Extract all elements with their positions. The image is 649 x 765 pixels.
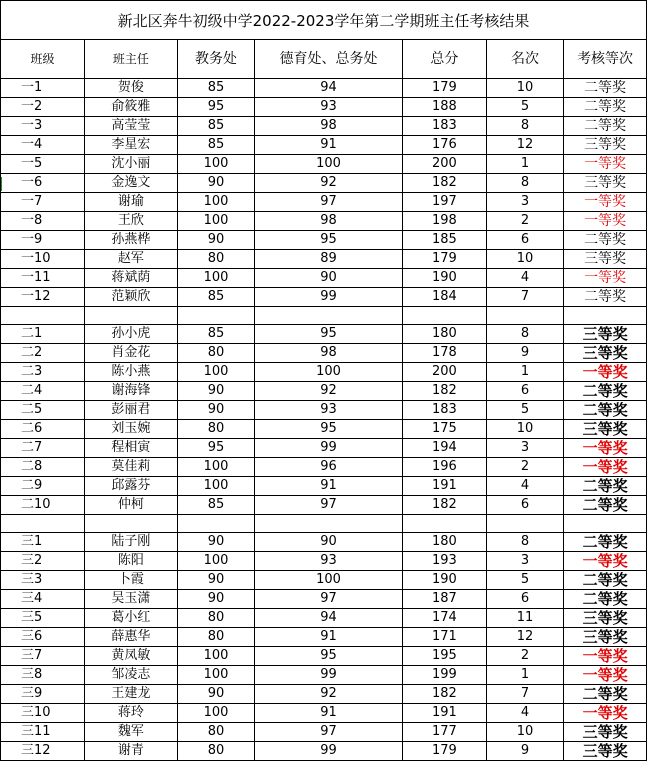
cell-teacher[interactable]: 卜霞 (84, 571, 177, 590)
cell-grade[interactable]: 一等奖 (564, 212, 647, 231)
header-row (1, 40, 647, 79)
table-row (1, 344, 647, 363)
cell-grade[interactable]: 二等奖 (564, 382, 647, 401)
table-row (1, 363, 647, 382)
cell-moral-score[interactable]: 95 (255, 325, 403, 344)
cell-class[interactable]: 二5 (1, 401, 85, 420)
cell-class[interactable]: 一4 (1, 136, 85, 155)
cell-moral-score[interactable]: 95 (255, 647, 403, 666)
empty-cell[interactable] (177, 307, 254, 325)
cell-total[interactable]: 200 (402, 155, 486, 174)
table-row (1, 231, 647, 250)
cell-grade[interactable]: 一等奖 (564, 458, 647, 477)
cell-academic-score[interactable]: 95 (177, 439, 254, 458)
cell-moral-score[interactable]: 97 (255, 590, 403, 609)
cell-rank[interactable]: 4 (486, 704, 563, 723)
cell-rank[interactable]: 6 (486, 382, 563, 401)
table-row (1, 666, 647, 685)
cell-total[interactable]: 197 (402, 193, 486, 212)
cell-moral-score[interactable]: 98 (255, 117, 403, 136)
empty-cell[interactable] (84, 515, 177, 533)
cell-teacher[interactable]: 范颖欣 (84, 288, 177, 307)
cell-total[interactable]: 179 (402, 250, 486, 269)
cell-teacher[interactable]: 谢青 (84, 742, 177, 761)
cell-teacher[interactable]: 王欣 (84, 212, 177, 231)
cell-rank[interactable]: 11 (486, 609, 563, 628)
table-row (1, 401, 647, 420)
empty-cell[interactable] (1, 307, 85, 325)
cell-teacher[interactable]: 谢海锋 (84, 382, 177, 401)
cell-rank[interactable]: 6 (486, 590, 563, 609)
table-row (1, 155, 647, 174)
cell-teacher[interactable]: 李星宏 (84, 136, 177, 155)
cell-total[interactable]: 184 (402, 288, 486, 307)
cell-rank[interactable]: 2 (486, 458, 563, 477)
cell-academic-score[interactable]: 100 (177, 458, 254, 477)
cell-moral-score[interactable]: 98 (255, 344, 403, 363)
cell-total[interactable]: 195 (402, 647, 486, 666)
empty-cell[interactable] (486, 515, 563, 533)
cell-moral-score[interactable]: 91 (255, 477, 403, 496)
table-row (1, 136, 647, 155)
cell-moral-score[interactable]: 90 (255, 533, 403, 552)
cell-rank[interactable]: 10 (486, 250, 563, 269)
cell-moral-score[interactable]: 99 (255, 742, 403, 761)
results-table (0, 39, 647, 761)
cell-teacher[interactable]: 俞筱雅 (84, 98, 177, 117)
cell-teacher[interactable]: 陆子刚 (84, 533, 177, 552)
cell-class[interactable]: 一9 (1, 231, 85, 250)
cell-rank[interactable]: 5 (486, 98, 563, 117)
cell-teacher[interactable]: 陈小燕 (84, 363, 177, 382)
table-row (1, 704, 647, 723)
cell-total[interactable]: 182 (402, 174, 486, 193)
cell-academic-score[interactable]: 80 (177, 250, 254, 269)
cell-grade[interactable]: 二等奖 (564, 98, 647, 117)
cell-moral-score[interactable]: 92 (255, 382, 403, 401)
cell-total[interactable]: 185 (402, 231, 486, 250)
cell-grade[interactable]: 二等奖 (564, 288, 647, 307)
table-row (1, 458, 647, 477)
cell-class[interactable]: 二1 (1, 325, 85, 344)
cell-moral-score[interactable]: 94 (255, 79, 403, 98)
header-class[interactable]: 班级 (1, 40, 85, 79)
cell-teacher[interactable]: 高莹莹 (84, 117, 177, 136)
cell-academic-score[interactable]: 80 (177, 742, 254, 761)
cell-class[interactable]: 三1 (1, 533, 85, 552)
cell-teacher[interactable]: 黄凤敏 (84, 647, 177, 666)
cell-grade[interactable]: 一等奖 (564, 666, 647, 685)
empty-cell[interactable] (1, 515, 85, 533)
cell-grade[interactable]: 二等奖 (564, 231, 647, 250)
table-row (1, 193, 647, 212)
cell-moral-score[interactable]: 97 (255, 193, 403, 212)
cell-moral-score[interactable]: 96 (255, 458, 403, 477)
table-row (1, 288, 647, 307)
cell-rank[interactable]: 4 (486, 477, 563, 496)
cell-teacher[interactable]: 程相寅 (84, 439, 177, 458)
cell-class[interactable]: 三3 (1, 571, 85, 590)
cell-rank[interactable]: 5 (486, 401, 563, 420)
cell-moral-score[interactable]: 92 (255, 685, 403, 704)
table-row (1, 477, 647, 496)
cell-rank[interactable]: 8 (486, 117, 563, 136)
cell-total[interactable]: 198 (402, 212, 486, 231)
table-row (1, 609, 647, 628)
cell-rank[interactable]: 3 (486, 552, 563, 571)
cell-academic-score[interactable]: 100 (177, 155, 254, 174)
cell-moral-score[interactable]: 97 (255, 496, 403, 515)
cell-moral-score[interactable]: 93 (255, 98, 403, 117)
cell-total[interactable]: 176 (402, 136, 486, 155)
cell-grade[interactable]: 三等奖 (564, 344, 647, 363)
cell-teacher[interactable]: 邱露芬 (84, 477, 177, 496)
empty-cell[interactable] (564, 515, 647, 533)
cell-teacher[interactable]: 沈小丽 (84, 155, 177, 174)
cell-academic-score[interactable]: 90 (177, 382, 254, 401)
header-teacher[interactable]: 班主任 (84, 40, 177, 79)
cell-academic-score[interactable]: 80 (177, 628, 254, 647)
cell-teacher[interactable]: 孙燕桦 (84, 231, 177, 250)
table-row (1, 685, 647, 704)
empty-cell[interactable] (564, 307, 647, 325)
cell-moral-score[interactable]: 99 (255, 288, 403, 307)
cell-class[interactable]: 三10 (1, 704, 85, 723)
empty-cell[interactable] (84, 307, 177, 325)
cell-academic-score[interactable]: 90 (177, 533, 254, 552)
cell-moral-score[interactable]: 100 (255, 155, 403, 174)
empty-cell[interactable] (486, 307, 563, 325)
cell-class[interactable]: 三4 (1, 590, 85, 609)
cell-total[interactable]: 180 (402, 325, 486, 344)
cell-grade[interactable]: 一等奖 (564, 552, 647, 571)
cell-total[interactable]: 171 (402, 628, 486, 647)
cell-teacher[interactable]: 葛小红 (84, 609, 177, 628)
cell-moral-score[interactable]: 98 (255, 212, 403, 231)
cell-total[interactable]: 190 (402, 269, 486, 288)
cell-grade[interactable]: 一等奖 (564, 363, 647, 382)
cell-moral-score[interactable]: 90 (255, 269, 403, 288)
cell-academic-score[interactable]: 100 (177, 477, 254, 496)
cell-academic-score[interactable]: 80 (177, 609, 254, 628)
cell-academic-score[interactable]: 100 (177, 193, 254, 212)
spacer-row (1, 307, 647, 325)
table-row (1, 174, 647, 193)
cell-academic-score[interactable]: 100 (177, 269, 254, 288)
header-rank[interactable]: 名次 (486, 40, 563, 79)
cell-moral-score[interactable]: 91 (255, 704, 403, 723)
cell-grade[interactable]: 二等奖 (564, 533, 647, 552)
cell-total[interactable]: 194 (402, 439, 486, 458)
cell-class[interactable]: 三11 (1, 723, 85, 742)
cell-total[interactable]: 196 (402, 458, 486, 477)
cell-total[interactable]: 174 (402, 609, 486, 628)
cell-academic-score[interactable]: 90 (177, 231, 254, 250)
cell-total[interactable]: 191 (402, 704, 486, 723)
cell-rank[interactable]: 3 (486, 193, 563, 212)
cell-teacher[interactable]: 刘玉婉 (84, 420, 177, 439)
table-row (1, 420, 647, 439)
cell-class[interactable]: 一12 (1, 288, 85, 307)
cell-class[interactable]: 二10 (1, 496, 85, 515)
cell-grade[interactable]: 二等奖 (564, 685, 647, 704)
table-row (1, 117, 647, 136)
cell-grade[interactable]: 一等奖 (564, 647, 647, 666)
cell-grade[interactable]: 二等奖 (564, 401, 647, 420)
cell-academic-score[interactable]: 85 (177, 325, 254, 344)
cell-grade[interactable]: 三等奖 (564, 174, 647, 193)
cell-teacher[interactable]: 邹凌志 (84, 666, 177, 685)
cell-class[interactable]: 三5 (1, 609, 85, 628)
cell-rank[interactable]: 8 (486, 533, 563, 552)
cell-academic-score[interactable]: 95 (177, 98, 254, 117)
cell-rank[interactable]: 7 (486, 288, 563, 307)
cell-teacher[interactable]: 吴玉潇 (84, 590, 177, 609)
table-row (1, 496, 647, 515)
cell-teacher[interactable]: 薛惠华 (84, 628, 177, 647)
table-row (1, 212, 647, 231)
cell-teacher[interactable]: 金逸文 (84, 174, 177, 193)
cell-moral-score[interactable]: 94 (255, 609, 403, 628)
cell-rank[interactable]: 1 (486, 155, 563, 174)
cell-total[interactable]: 182 (402, 382, 486, 401)
cell-rank[interactable]: 12 (486, 628, 563, 647)
cell-moral-score[interactable]: 100 (255, 571, 403, 590)
cell-teacher[interactable]: 贺俊 (84, 79, 177, 98)
cell-class[interactable]: 一5 (1, 155, 85, 174)
cell-academic-score[interactable]: 100 (177, 704, 254, 723)
cell-total[interactable]: 191 (402, 477, 486, 496)
cell-class[interactable]: 一7 (1, 193, 85, 212)
table-row (1, 723, 647, 742)
cell-moral-score[interactable]: 95 (255, 231, 403, 250)
cell-class[interactable]: 三8 (1, 666, 85, 685)
cell-academic-score[interactable]: 90 (177, 174, 254, 193)
cell-rank[interactable]: 4 (486, 269, 563, 288)
cell-class[interactable]: 三7 (1, 647, 85, 666)
cell-teacher[interactable]: 陈阳 (84, 552, 177, 571)
table-row (1, 98, 647, 117)
cell-grade[interactable]: 二等奖 (564, 79, 647, 98)
cell-class[interactable]: 三12 (1, 742, 85, 761)
cell-grade[interactable]: 二等奖 (564, 590, 647, 609)
cell-rank[interactable]: 1 (486, 666, 563, 685)
cell-total[interactable]: 177 (402, 723, 486, 742)
cell-total[interactable]: 180 (402, 533, 486, 552)
cell-class[interactable]: 二4 (1, 382, 85, 401)
cell-class[interactable]: 二6 (1, 420, 85, 439)
cell-grade[interactable]: 三等奖 (564, 742, 647, 761)
cell-academic-score[interactable]: 80 (177, 420, 254, 439)
cell-rank[interactable]: 1 (486, 363, 563, 382)
cell-rank[interactable]: 10 (486, 420, 563, 439)
cell-rank[interactable]: 7 (486, 685, 563, 704)
cell-moral-score[interactable]: 99 (255, 439, 403, 458)
cell-total[interactable]: 190 (402, 571, 486, 590)
cell-academic-score[interactable]: 85 (177, 117, 254, 136)
cell-total[interactable]: 182 (402, 496, 486, 515)
cell-rank[interactable]: 9 (486, 344, 563, 363)
cell-moral-score[interactable]: 100 (255, 363, 403, 382)
cell-grade[interactable]: 二等奖 (564, 117, 647, 136)
cell-academic-score[interactable]: 90 (177, 401, 254, 420)
cell-grade[interactable]: 二等奖 (564, 477, 647, 496)
cell-total[interactable]: 179 (402, 79, 486, 98)
table-row (1, 79, 647, 98)
cell-teacher[interactable]: 孙小虎 (84, 325, 177, 344)
cell-academic-score[interactable]: 85 (177, 288, 254, 307)
cell-rank[interactable]: 8 (486, 174, 563, 193)
cell-class[interactable]: 一6 (1, 174, 85, 193)
header-moral-office[interactable]: 德育处、总务处 (255, 40, 403, 79)
cell-rank[interactable]: 2 (486, 212, 563, 231)
sheet-title: 新北区奔牛初级中学2022-2023学年第二学期班主任考核结果 (0, 0, 647, 40)
empty-cell[interactable] (402, 515, 486, 533)
cell-grade[interactable]: 三等奖 (564, 420, 647, 439)
cell-academic-score[interactable]: 100 (177, 647, 254, 666)
table-row (1, 269, 647, 288)
cell-grade[interactable]: 三等奖 (564, 723, 647, 742)
cell-class[interactable]: 一10 (1, 250, 85, 269)
cell-academic-score[interactable]: 90 (177, 571, 254, 590)
cell-total[interactable]: 187 (402, 590, 486, 609)
empty-cell[interactable] (255, 307, 403, 325)
table-row (1, 250, 647, 269)
cell-class[interactable]: 二7 (1, 439, 85, 458)
cell-rank[interactable]: 2 (486, 647, 563, 666)
cell-total[interactable]: 182 (402, 685, 486, 704)
cell-rank[interactable]: 10 (486, 79, 563, 98)
cell-rank[interactable]: 8 (486, 325, 563, 344)
cell-teacher[interactable]: 彭丽君 (84, 401, 177, 420)
header-academic-office[interactable]: 教务处 (177, 40, 254, 79)
cell-total[interactable]: 183 (402, 117, 486, 136)
cell-rank[interactable]: 9 (486, 742, 563, 761)
cell-academic-score[interactable]: 85 (177, 136, 254, 155)
cell-rank[interactable]: 6 (486, 496, 563, 515)
cell-grade[interactable]: 一等奖 (564, 704, 647, 723)
cell-teacher[interactable]: 蒋斌荫 (84, 269, 177, 288)
cell-moral-score[interactable]: 91 (255, 628, 403, 647)
cell-teacher[interactable]: 肖金花 (84, 344, 177, 363)
cell-moral-score[interactable]: 95 (255, 420, 403, 439)
empty-cell[interactable] (255, 515, 403, 533)
empty-cell[interactable] (177, 515, 254, 533)
cell-total[interactable]: 175 (402, 420, 486, 439)
cell-moral-score[interactable]: 93 (255, 401, 403, 420)
cell-academic-score[interactable]: 80 (177, 723, 254, 742)
cell-total[interactable]: 178 (402, 344, 486, 363)
cell-academic-score[interactable]: 85 (177, 496, 254, 515)
cell-rank[interactable]: 3 (486, 439, 563, 458)
cell-class[interactable]: 一2 (1, 98, 85, 117)
table-row (1, 590, 647, 609)
cell-academic-score[interactable]: 100 (177, 666, 254, 685)
cell-teacher[interactable]: 谢瑜 (84, 193, 177, 212)
cell-moral-score[interactable]: 97 (255, 723, 403, 742)
header-total[interactable]: 总分 (402, 40, 486, 79)
cell-total[interactable]: 200 (402, 363, 486, 382)
table-row (1, 382, 647, 401)
cell-academic-score[interactable]: 90 (177, 590, 254, 609)
cell-moral-score[interactable]: 93 (255, 552, 403, 571)
table-row (1, 628, 647, 647)
cell-class[interactable]: 一8 (1, 212, 85, 231)
cell-class[interactable]: 二9 (1, 477, 85, 496)
cell-class[interactable]: 三2 (1, 552, 85, 571)
cell-class[interactable]: 二3 (1, 363, 85, 382)
cell-academic-score[interactable]: 80 (177, 344, 254, 363)
cell-teacher[interactable]: 蒋玲 (84, 704, 177, 723)
cell-grade[interactable]: 一等奖 (564, 155, 647, 174)
table-row (1, 552, 647, 571)
cell-rank[interactable]: 5 (486, 571, 563, 590)
cell-total[interactable]: 193 (402, 552, 486, 571)
cell-class[interactable]: 一1 (1, 79, 85, 98)
cell-total[interactable]: 188 (402, 98, 486, 117)
cell-class[interactable]: 二8 (1, 458, 85, 477)
cell-rank[interactable]: 12 (486, 136, 563, 155)
cell-teacher[interactable]: 王建龙 (84, 685, 177, 704)
cell-academic-score[interactable]: 100 (177, 212, 254, 231)
cell-total[interactable]: 179 (402, 742, 486, 761)
cell-teacher[interactable]: 赵军 (84, 250, 177, 269)
table-row (1, 439, 647, 458)
cell-rank[interactable]: 6 (486, 231, 563, 250)
table-row (1, 571, 647, 590)
cell-moral-score[interactable]: 89 (255, 250, 403, 269)
table-row (1, 533, 647, 552)
cell-grade[interactable]: 一等奖 (564, 439, 647, 458)
cell-academic-score[interactable]: 85 (177, 79, 254, 98)
cell-academic-score[interactable]: 100 (177, 363, 254, 382)
cell-total[interactable]: 199 (402, 666, 486, 685)
cell-grade[interactable]: 二等奖 (564, 571, 647, 590)
cell-teacher[interactable]: 莫佳莉 (84, 458, 177, 477)
spacer-row (1, 515, 647, 533)
cell-class[interactable]: 二2 (1, 344, 85, 363)
cell-academic-score[interactable]: 100 (177, 552, 254, 571)
cell-grade[interactable]: 三等奖 (564, 250, 647, 269)
cell-class[interactable]: 三6 (1, 628, 85, 647)
cell-moral-score[interactable]: 92 (255, 174, 403, 193)
cell-grade[interactable]: 一等奖 (564, 269, 647, 288)
cell-grade[interactable]: 三等奖 (564, 609, 647, 628)
cell-grade[interactable]: 三等奖 (564, 628, 647, 647)
cell-class[interactable]: 一11 (1, 269, 85, 288)
table-row (1, 325, 647, 344)
cell-academic-score[interactable]: 90 (177, 685, 254, 704)
cell-grade[interactable]: 二等奖 (564, 496, 647, 515)
cell-grade[interactable]: 一等奖 (564, 193, 647, 212)
cell-moral-score[interactable]: 91 (255, 136, 403, 155)
cell-class[interactable]: 三9 (1, 685, 85, 704)
cell-teacher[interactable]: 魏军 (84, 723, 177, 742)
cell-grade[interactable]: 三等奖 (564, 325, 647, 344)
table-row (1, 742, 647, 761)
empty-cell[interactable] (402, 307, 486, 325)
cell-total[interactable]: 183 (402, 401, 486, 420)
cell-rank[interactable]: 10 (486, 723, 563, 742)
header-grade[interactable]: 考核等次 (564, 40, 647, 79)
cell-moral-score[interactable]: 99 (255, 666, 403, 685)
cell-class[interactable]: 一3 (1, 117, 85, 136)
cell-teacher[interactable]: 仲柯 (84, 496, 177, 515)
cell-grade[interactable]: 三等奖 (564, 136, 647, 155)
table-row (1, 647, 647, 666)
